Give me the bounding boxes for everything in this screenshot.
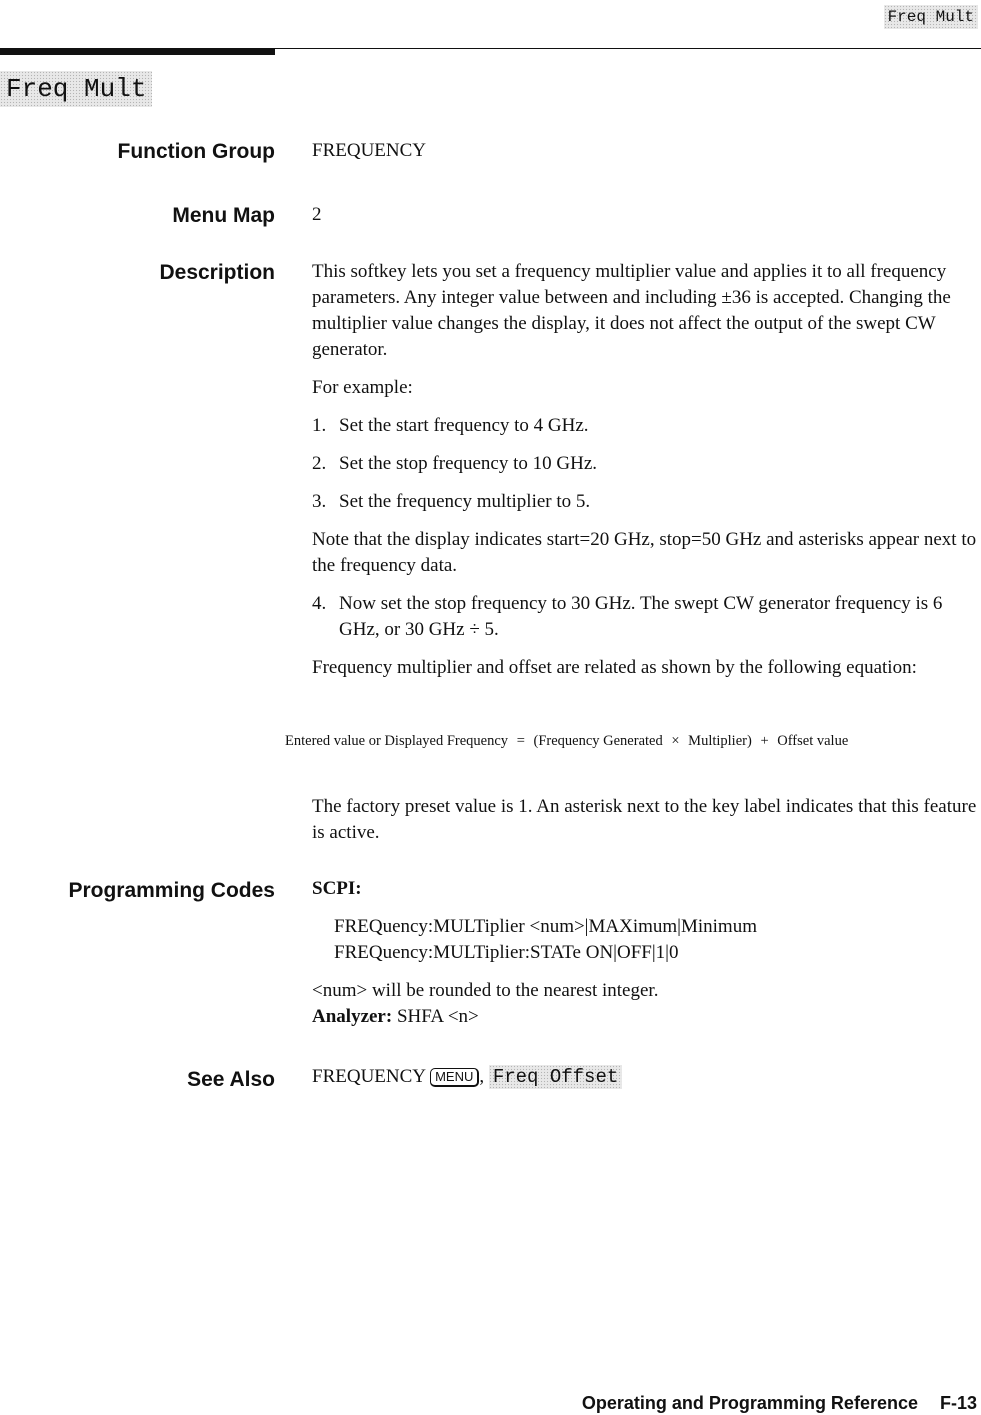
equation-term: Multiplier) [688, 733, 752, 749]
footer-section: Operating and Programming Reference [581, 1393, 918, 1413]
analyzer-label: Analyzer: [312, 1006, 393, 1027]
menu-map-label: Menu Map [172, 204, 275, 227]
scpi-label: SCPI: [312, 878, 362, 899]
equation-lhs: Entered value or Displayed Frequency [285, 733, 509, 749]
separator: , [479, 1066, 485, 1087]
running-head-softkey: Freq Mult [884, 5, 978, 29]
function-group-label: Function Group [117, 140, 275, 163]
list-item-text: Set the start frequency to 4 GHz. [339, 415, 589, 436]
list-item-text: Set the stop frequency to 10 GHz. [339, 453, 598, 474]
preset-paragraph: The factory preset value is 1. An asterisk next to the key label indicates that this feature is active. [312, 796, 977, 843]
freq-offset-softkey: Freq Offset [489, 1065, 622, 1089]
description-paragraph: This softkey lets you set a frequency multiplier value and applies it to all frequency parameters. Any integer value between and including ±36 is accepted. Changing the multiplier value changes the display, it does not affect the output of the swept CW generator. [312, 261, 951, 360]
list-item [312, 489, 981, 515]
list-item [312, 413, 981, 439]
equation [285, 731, 981, 751]
description-body [312, 259, 981, 693]
page-title: Freq Mult [0, 71, 152, 107]
see-also-body [312, 1064, 981, 1090]
page-footer [582, 1391, 977, 1415]
menu-key: MENU [430, 1068, 479, 1087]
description-label: Description [159, 261, 275, 284]
list-item-number: 4. [312, 593, 327, 614]
programming-codes-body [312, 876, 981, 1030]
list-item [312, 591, 981, 643]
equation-term: (Frequency Generated [533, 733, 663, 749]
function-group-value: FREQUENCY [312, 140, 427, 161]
see-also-label: See Also [187, 1068, 275, 1091]
header-rule-thick [0, 48, 275, 55]
page-number: F-13 [939, 1393, 977, 1413]
example-intro: For example: [312, 377, 413, 398]
preset-note [312, 794, 981, 858]
list-item-number: 3. [312, 491, 327, 512]
see-also-text: FREQUENCY [312, 1066, 426, 1087]
equals-sign: = [516, 733, 525, 749]
plus-sign: + [760, 733, 769, 749]
list-item [312, 451, 981, 477]
equation-term: Offset value [777, 733, 849, 749]
menu-map-value: 2 [312, 204, 322, 225]
scpi-command: FREQuency:MULTiplier:STATe ON|OFF|1|0 [334, 942, 679, 963]
scpi-command: FREQuency:MULTiplier <num>|MAXimum|Minimum [334, 916, 757, 937]
times-sign: × [671, 733, 680, 749]
analyzer-line [312, 1004, 981, 1030]
equation-intro: Frequency multiplier and offset are related as shown by the following equation: [312, 657, 917, 678]
list-item-number: 2. [312, 453, 327, 474]
analyzer-value: SHFA <n> [396, 1006, 479, 1027]
rounding-note: <num> will be rounded to the nearest integer. [312, 980, 659, 1001]
programming-codes-label: Programming Codes [68, 879, 275, 902]
note-paragraph: Note that the display indicates start=20 GHz, stop=50 GHz and asterisks appear next to the frequency data. [312, 529, 977, 576]
list-item-number: 1. [312, 415, 327, 436]
list-item-text: Now set the stop frequency to 30 GHz. The swept CW generator frequency is 6 GHz, or 30 GHz ÷ 5. [339, 593, 943, 640]
list-item-text: Set the frequency multiplier to 5. [339, 491, 591, 512]
